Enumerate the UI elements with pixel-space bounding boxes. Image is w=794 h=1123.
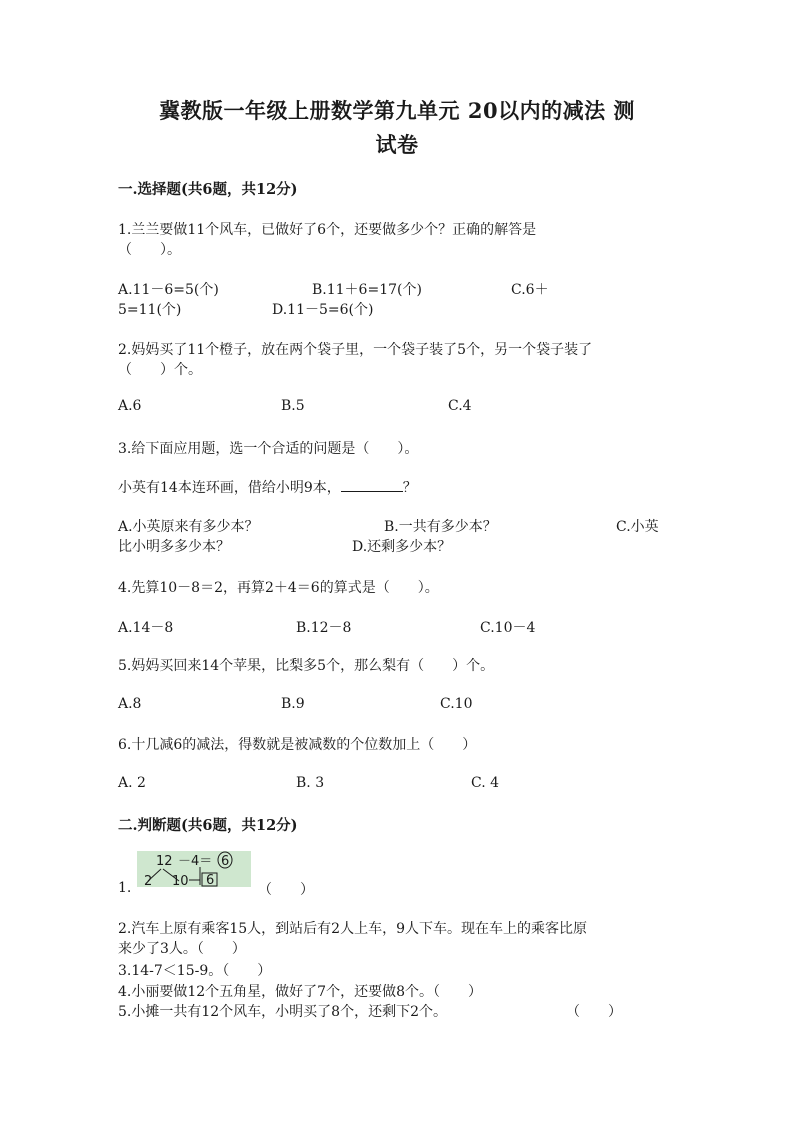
subtraction-diagram-svg — [137, 851, 251, 887]
q1-option-c-part1: C.6＋ — [511, 282, 549, 298]
title-line-1: 冀教版一年级上册数学第九单元 20以内的减法 测 — [159, 98, 635, 123]
q3-blank — [341, 477, 403, 492]
q5-option-a: A.8 — [118, 696, 142, 712]
q3-option-c-part2: 比小明多多少本？ — [118, 539, 230, 555]
q6-option-b: B. 3 — [296, 775, 325, 791]
subtraction-diagram — [137, 851, 251, 887]
q5-stem: 5.妈妈买回来14个苹果，比梨多5个，那么梨有（ ）个。 — [118, 658, 495, 674]
q3-option-a: A.小英原来有多少本？ — [118, 519, 259, 535]
q1-stem-line1: 1.兰兰要做11个风车，已做好了6个，还要做多少个？正确的解答是 — [118, 222, 537, 238]
q6-option-a: A. 2 — [118, 775, 146, 791]
diagram-result: 6 — [206, 873, 215, 887]
judge-q4: 4.小丽要做12个五角星，做好了7个，还要做8个。（ ） — [118, 984, 482, 1000]
q1-option-a: A.11－6=5(个) — [118, 282, 219, 298]
section-heading-judge: 二.判断题(共6题，共12分) — [118, 817, 298, 834]
q5-option-c: C.10 — [440, 696, 473, 712]
q4-stem: 4.先算10－8＝2，再算2＋4＝6的算式是（ ）。 — [118, 580, 439, 596]
diagram-minuend: 12 — [156, 854, 173, 869]
q3-option-d: D.还剩多少本？ — [352, 539, 452, 555]
page-title — [100, 94, 694, 162]
judge-q5: 5.小摊一共有12个风车，小明买了8个，还剩下2个。 — [118, 1004, 447, 1020]
q1-stem-line2: （ ）。 — [118, 242, 181, 258]
diagram-minus-four: －4＝ — [178, 854, 213, 869]
title-line-2: 试卷 — [375, 132, 419, 157]
judge-q2-line1: 2.汽车上原有乘客15人，到站后有2人上车，9人下车。现在车上的乘客比原 — [118, 921, 587, 937]
q3-context-end: ？ — [402, 480, 417, 496]
diagram-answer: 6 — [221, 854, 230, 869]
q2-option-c: C.4 — [448, 398, 472, 414]
q2-option-a: A.6 — [118, 398, 142, 414]
q4-option-a: A.14－8 — [118, 620, 174, 636]
judge-q3: 3.14-7＜15-9。（ ） — [118, 963, 272, 979]
q1-option-b: B.11＋6=17(个) — [312, 282, 422, 298]
judge-q1-paren: （ ） — [258, 882, 314, 898]
q3-stem: 3.给下面应用题，选一个合适的问题是（ ）。 — [118, 441, 419, 457]
section-heading-choice: 一.选择题(共6题，共12分) — [118, 181, 298, 198]
q5-option-b: B.9 — [281, 696, 305, 712]
q3-context-text: 小英有14本连环画，借给小明9本， — [118, 480, 341, 496]
q4-option-c: C.10－4 — [480, 620, 536, 636]
q2-stem-line1: 2.妈妈买了11个橙子，放在两个袋子里，一个袋子装了5个，另一个袋子装了 — [118, 342, 593, 358]
q1-option-d: D.11－5=6(个) — [272, 302, 374, 318]
q3-option-c-part1: C.小英 — [616, 519, 659, 535]
q4-option-b: B.12－8 — [296, 620, 352, 636]
q3-context — [118, 477, 417, 497]
q2-option-b: B.5 — [281, 398, 305, 414]
q3-option-b: B.一共有多少本？ — [384, 519, 497, 535]
q1-option-c-part2: 5=11(个) — [118, 302, 182, 318]
q2-stem-line2: （ ）个。 — [118, 362, 202, 378]
diagram-part-ten: 10 — [172, 874, 189, 887]
judge-q2-line2: 来少了3人。（ ） — [118, 941, 246, 957]
diagram-part-two: 2 — [144, 874, 153, 887]
judge-q1-number: 1. — [118, 880, 132, 896]
q6-option-c: C. 4 — [471, 775, 500, 791]
judge-q5-paren: （ ） — [566, 1004, 622, 1020]
q6-stem: 6.十几减6的减法，得数就是被减数的个位数加上（ ） — [118, 737, 477, 753]
